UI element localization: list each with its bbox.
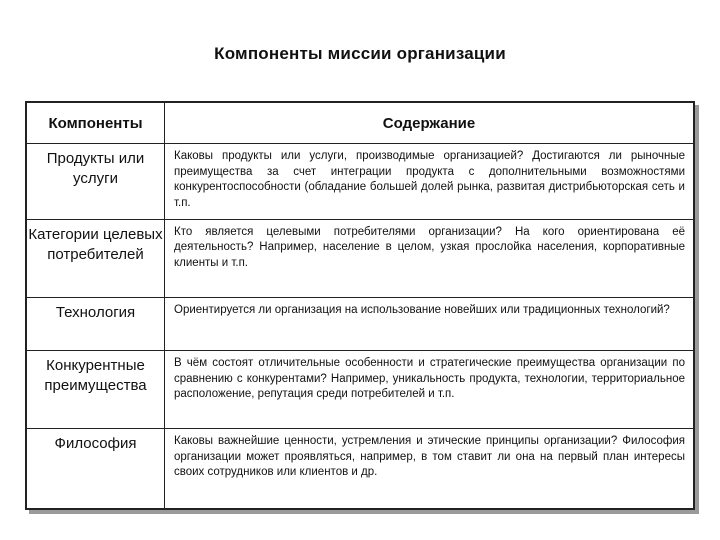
table-row — [27, 351, 694, 429]
component-cell: Конкурентные преимущества — [27, 351, 165, 429]
content-cell: Ориентируется ли организация на использование новейших или традиционных технологий? — [165, 297, 694, 351]
component-cell: Продукты или услуги — [27, 144, 165, 220]
content-cell: Каковы продукты или услуги, производимые организацией? Достигаются ли рыночные преимущества за счет интеграции продукта с дополнительными возможностями конкурентоспособности (обладание большей долей рынка, развитая дистрибьюторская сеть и т.п. — [165, 144, 694, 220]
table-row — [27, 297, 694, 351]
component-cell: Категории целевых потребителей — [27, 219, 165, 297]
page-title: Компоненты миссии организации — [214, 44, 506, 63]
table — [26, 102, 694, 509]
table-row — [27, 219, 694, 297]
content-cell: В чём состоят отличительные особенности и стратегические преимущества организации по сравнению с конкурентами? Например, уникальность продукта, технологии, территориальное расположение, репутация среди потребителей и т.п. — [165, 351, 694, 429]
header-content: Содержание — [165, 103, 694, 144]
header-components: Компоненты — [27, 103, 165, 144]
content-cell: Кто является целевыми потребителями организации? На кого ориентирована её деятельность? Например, население в целом, узкая прослойка населения, корпоративные клиенты и т.п. — [165, 219, 694, 297]
table-header-row — [27, 103, 694, 144]
table-row — [27, 144, 694, 220]
content-cell: Каковы важнейшие ценности, устремления и этические принципы организации? Философия организации может проявляться, например, в том ставит ли она на первый план интересы своих сотрудников или клиентов и др. — [165, 429, 694, 509]
mission-components-table — [25, 101, 695, 510]
component-cell: Технология — [27, 297, 165, 351]
table-row — [27, 429, 694, 509]
component-cell: Философия — [27, 429, 165, 509]
